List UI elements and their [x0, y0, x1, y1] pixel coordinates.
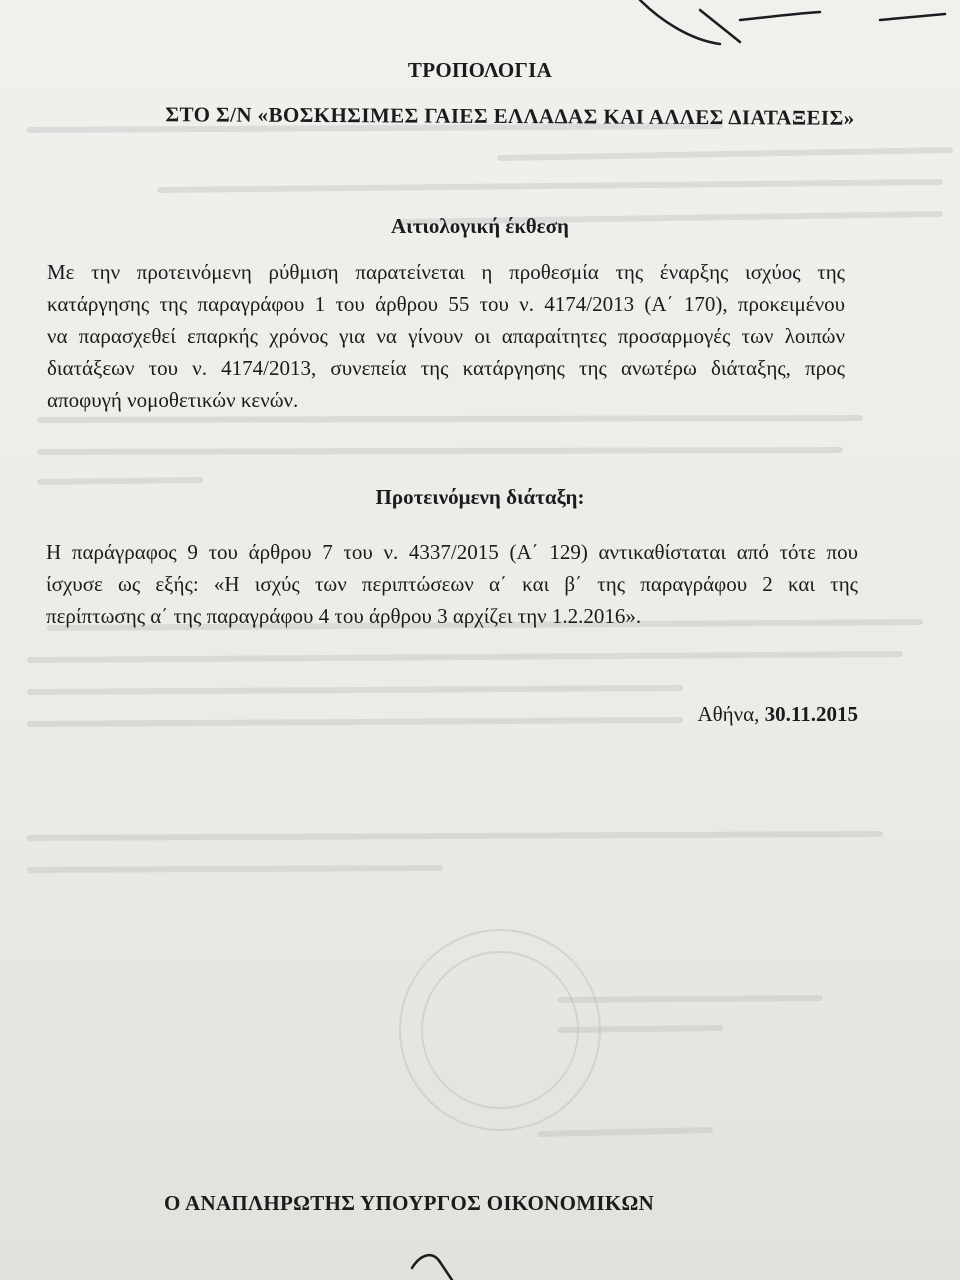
paragraph-line: αποφυγή νομοθετικών κενών.	[47, 388, 299, 412]
proposed-provision-paragraph	[46, 536, 858, 632]
paragraph-line: ίσχυσε ως εξής: «Η ισχύς των περιπτώσεων α΄ και β΄ της παραγράφου 2 και της	[46, 572, 858, 596]
date-line	[697, 702, 858, 727]
paragraph-line: διατάξεων του ν. 4174/2013, συνεπεία της κατάργησης της ανωτέρω διάταξης, προς	[47, 356, 845, 380]
paragraph-line: να παρασχεθεί επαρκής χρόνος για να γίνουν οι απαραίτητες προσαρμογές των λοιπών	[47, 324, 845, 348]
document-title: ΤΡΟΠΟΛΟΓΙΑ	[407, 58, 553, 82]
explanatory-report-heading: Αιτιολογική έκθεση	[391, 214, 569, 238]
paragraph-line: κατάργησης της παραγράφου 1 του άρθρου 55 του ν. 4174/2013 (Α΄ 170), προκειμένου	[47, 292, 845, 316]
paragraph-line: Με την προτεινόμενη ρύθμιση παρατείνεται η προθεσμία της έναρξης ισχύος της	[47, 260, 845, 284]
explanatory-report-paragraph	[47, 256, 845, 416]
paragraph-line: Η παράγραφος 9 του άρθρου 7 του ν. 4337/2015 (Α΄ 129) αντικαθίσταται από τότε που	[46, 540, 858, 564]
document-subtitle: ΣΤΟ Σ/Ν «ΒΟΣΚΗΣΙΜΕΣ ΓΑΙΕΣ ΕΛΛΑΔΑΣ ΚΑΙ ΑΛΛΕΣ ΔΙΑΤΑΞΕΙΣ»	[165, 102, 855, 130]
proposed-provision-heading: Προτεινόμενη διάταξη:	[375, 485, 585, 509]
date-value: 30.11.2015	[764, 702, 858, 726]
paragraph-line: περίπτωσης α΄ της παραγράφου 4 του άρθρου 3 αρχίζει την 1.2.2016».	[46, 604, 642, 628]
signer-title: Ο ΑΝΑΠΛΗΡΩΤΗΣ ΥΠΟΥΡΓΟΣ ΟΙΚΟΝΟΜΙΚΩΝ	[164, 1191, 655, 1215]
date-place: Αθήνα,	[697, 702, 765, 726]
